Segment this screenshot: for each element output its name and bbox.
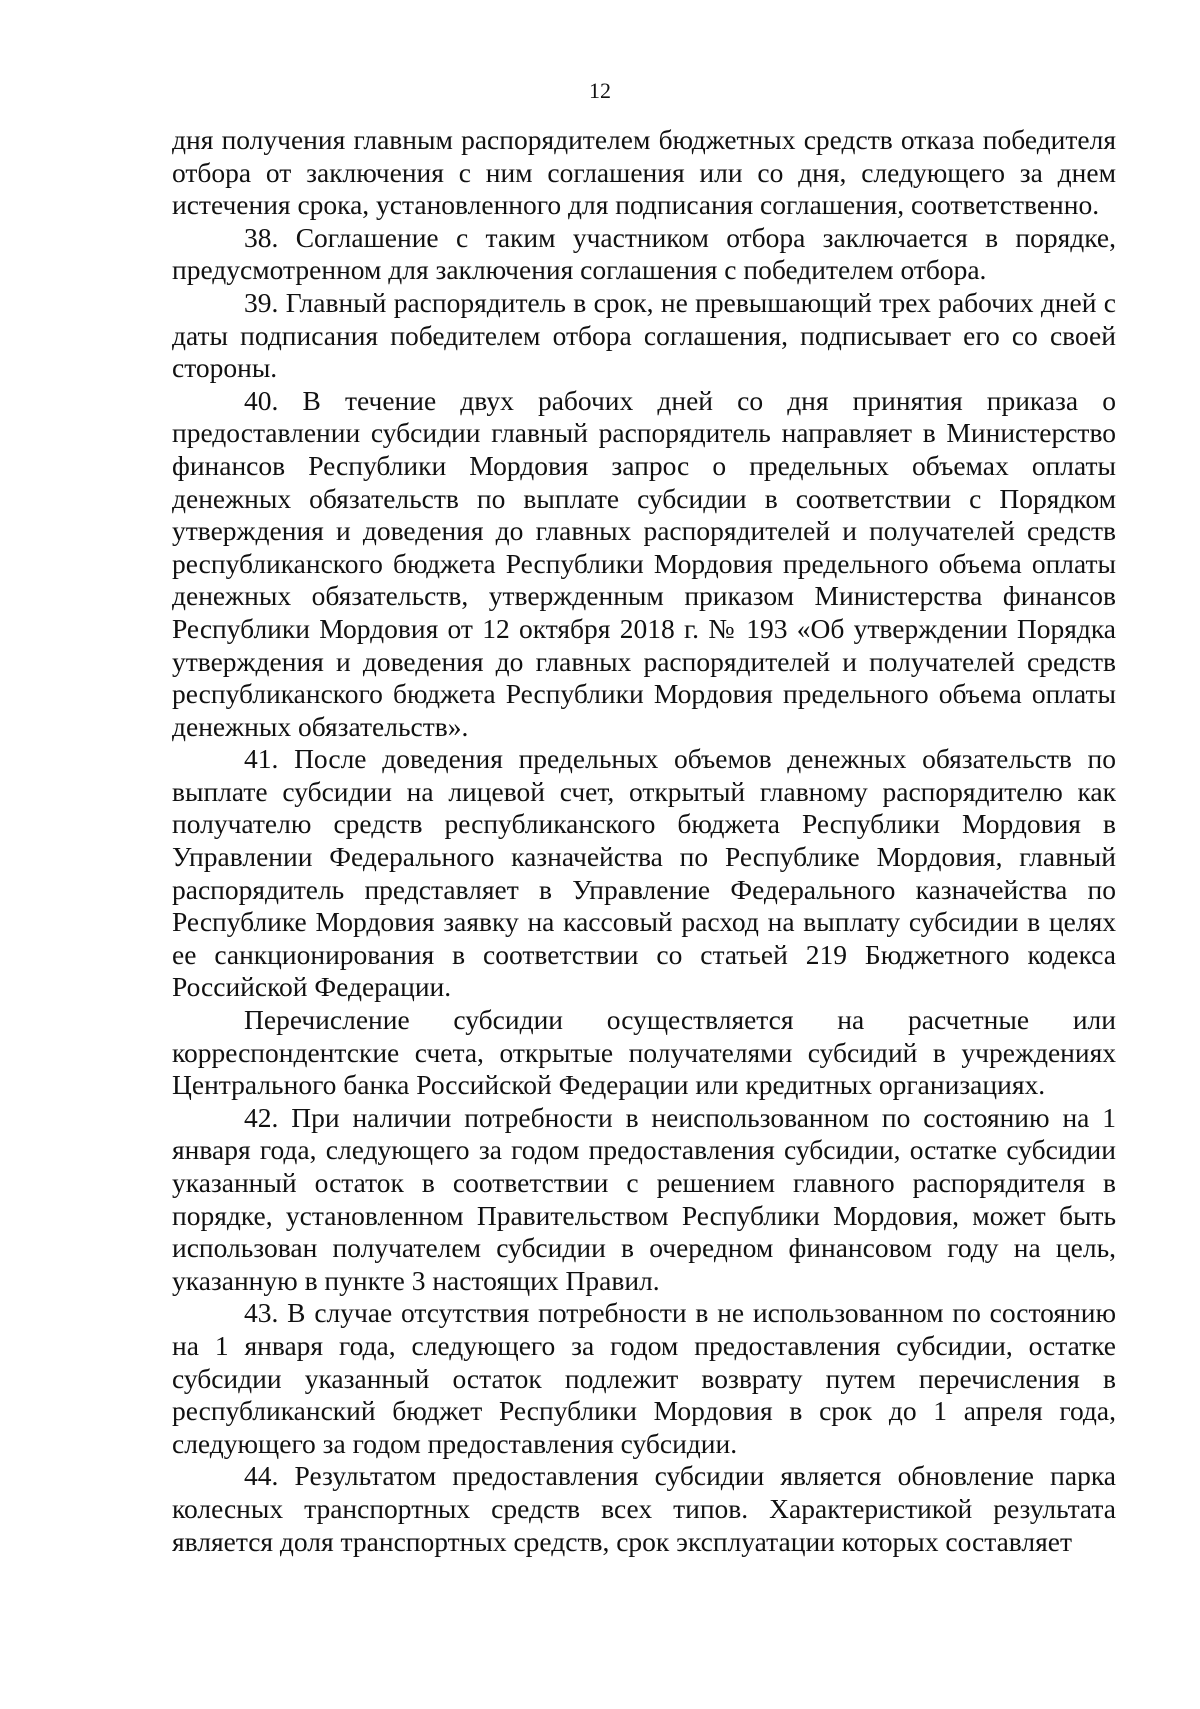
paragraph-40: 40. В течение двух рабочих дней со дня принятия приказа о предоставлении субсидии главный распорядитель направляет в Министерство финансов Республики Мордовия запрос о предельных объемах оплаты денежных обязательств по выплате субсидии в соответствии с Порядком утверждения и доведения до главных распорядителей и получателей средств республиканского бюджета Республики Мордовия предельного объема оплаты денежных обязательств, утвержденным приказом Министерства финансов Республики Мордовия от 12 октября 2018 г. № 193 «Об утверждении Порядка утверждения и доведения до главных распорядителей и получателей средств республиканского бюджета Республики Мордовия предельного объема оплаты денежных обязательств». bbox=[172, 384, 1116, 742]
paragraph-39: 39. Главный распорядитель в срок, не превышающий трех рабочих дней с даты подписания победителем отбора соглашения, подписывает его со своей стороны. bbox=[172, 286, 1116, 384]
paragraph-44: 44. Результатом предоставления субсидии является обновление парка колесных транспортных средств всех типов. Характеристикой результата является доля транспортных средств, срок эксплуатации которых составляет bbox=[172, 1460, 1116, 1557]
document-body bbox=[172, 124, 1116, 1558]
page-number: 12 bbox=[589, 78, 611, 103]
paragraph-41-transfer: Перечисление субсидии осуществляется на расчетные или корреспондентские счета, открытые получателями субсидий в учреждениях Центрального банка Российской Федерации или кредитных организациях. bbox=[172, 1004, 1116, 1101]
paragraph-41: 41. После доведения предельных объемов денежных обязательств по выплате субсидии на лицевой счет, открытый главному распорядителю как получателю средств республиканского бюджета Республики Мордовия в Управлении Федерального казначейства по Республике Мордовия, главный распорядитель представляет в Управление Федерального казначейства по Республике Мордовия заявку на кассовый расход на выплату субсидии в целях ее санкционирования в соответствии со статьей 219 Бюджетного кодекса Российской Федерации. bbox=[172, 743, 1116, 1003]
paragraph-38: 38. Соглашение с таким участником отбора заключается в порядке, предусмотренном для заключения соглашения с победителем отбора. bbox=[172, 221, 1116, 286]
paragraph-43: 43. В случае отсутствия потребности в не использованном по состоянию на 1 января года, следующего за годом предоставления субсидии, остатке субсидии указанный остаток подлежит возврату путем перечисления в республиканский бюджет Республики Мордовия в срок до 1 апреля года, следующего за годом предоставления субсидии. bbox=[172, 1297, 1116, 1459]
paragraph-continued: дня получения главным распорядителем бюджетных средств отказа победителя отбора от заключения с ним соглашения или со дня, следующего за днем истечения срока, установленного для подписания соглашения, соответственно. bbox=[172, 124, 1116, 221]
paragraph-42: 42. При наличии потребности в неиспользованном по состоянию на 1 января года, следующего за годом предоставления субсидии, остатке субсидии указанный остаток в соответствии с решением главного распорядителя в порядке, установленном Правительством Республики Мордовия, может быть использован получателем субсидии в очередном финансовом году на цель, указанную в пункте 3 настоящих Правил. bbox=[172, 1101, 1116, 1296]
